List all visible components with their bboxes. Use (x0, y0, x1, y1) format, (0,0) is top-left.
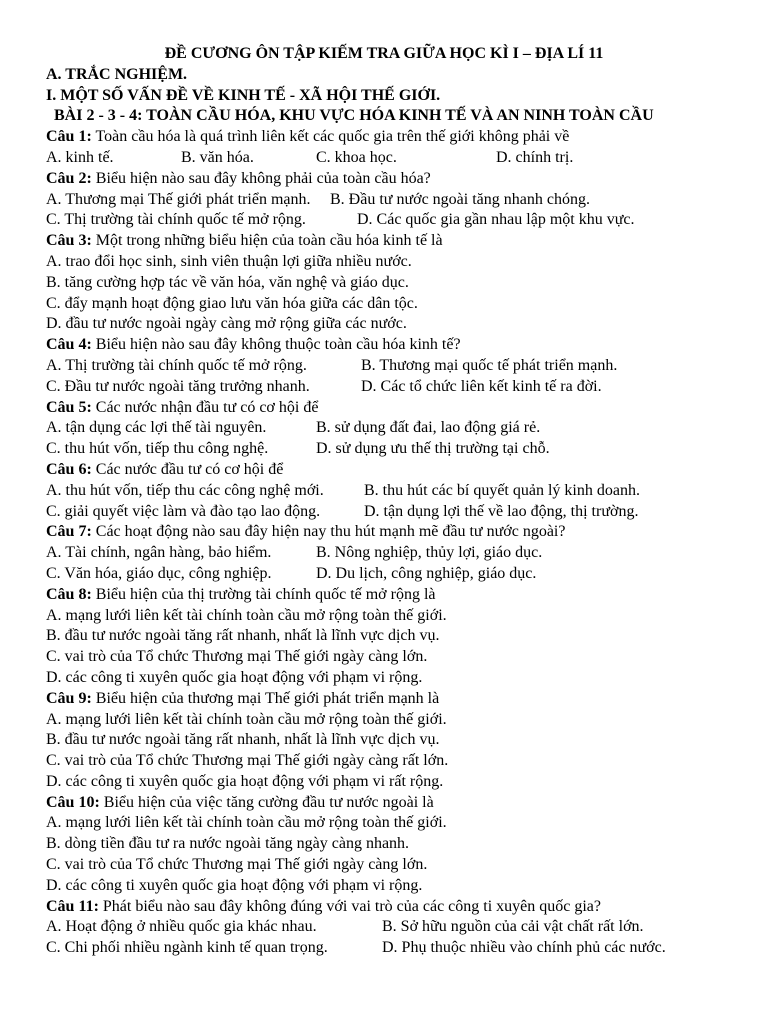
question-number: Câu 5: (46, 398, 92, 416)
answer-option: B. sử dụng đất đai, lao động giá rẻ. (316, 419, 541, 437)
question-text: Phát biểu nào sau đây không đúng với vai trò của các công ti xuyên quốc gia? (98, 897, 602, 915)
answer-option: C. thu hút vốn, tiếp thu công nghệ. (46, 440, 269, 458)
question-number: Câu 1: (46, 128, 92, 146)
answer-option: C. vai trò của Tổ chức Thương mại Thế giới ngày càng lớn. (46, 648, 428, 666)
question-7 (46, 522, 768, 543)
answer-option: D. các công ti xuyên quốc gia hoạt động với phạm vi rất rộng. (46, 772, 444, 790)
question-text: Các nước nhận đầu tư có cơ hội để (91, 398, 319, 416)
question-number: Câu 10: (46, 793, 100, 811)
question-text: Các nước đầu tư có cơ hội để (91, 460, 284, 478)
question-text: Biểu hiện nào sau đây không thuộc toàn cầu hóa kinh tế? (91, 336, 461, 354)
answer-option: D. tận dụng lợi thế về lao động, thị trường. (364, 502, 639, 520)
question-text: Biểu hiện của việc tăng cường đầu tư nước ngoài là (99, 793, 434, 811)
answer-option: B. văn hóa. (181, 148, 254, 166)
answer-option: D. Phụ thuộc nhiều vào chính phủ các nước. (382, 939, 666, 957)
answer-row (46, 148, 768, 169)
question-1 (46, 127, 768, 148)
question-text: Biểu hiện của thị trường tài chính quốc tế mở rộng là (91, 585, 436, 603)
answer-option: A. tận dụng các lợi thế tài nguyên. (46, 419, 267, 437)
answer-option: C. khoa học. (316, 148, 397, 166)
question-number: Câu 6: (46, 460, 92, 478)
answer-option: D. sử dụng ưu thế thị trường tại chỗ. (316, 440, 550, 458)
answer-option: D. chính trị. (496, 148, 574, 166)
answer-row (46, 481, 768, 502)
question-3 (46, 231, 768, 252)
answer-row (46, 502, 768, 523)
question-number: Câu 4: (46, 336, 92, 354)
question-6 (46, 460, 768, 481)
answer-option: C. vai trò của Tổ chức Thương mại Thế giới ngày càng lớn. (46, 856, 428, 874)
answer-row (46, 917, 768, 938)
question-text: Một trong những biểu hiện của toàn cầu hóa kinh tế là (91, 232, 443, 250)
answer-option: B. Thương mại quốc tế phát triển mạnh. (361, 356, 618, 374)
answer-option: C. Văn hóa, giáo dục, công nghiệp. (46, 564, 272, 582)
question-2 (46, 169, 768, 190)
answer-option: C. vai trò của Tổ chức Thương mại Thế giới ngày càng rất lớn. (46, 752, 449, 770)
answer-option: C. Đầu tư nước ngoài tăng trưởng nhanh. (46, 377, 310, 395)
question-number: Câu 3: (46, 232, 92, 250)
question-number: Câu 9: (46, 689, 92, 707)
question-text: Các hoạt động nào sau đây hiện nay thu hút mạnh mẽ đầu tư nước ngoài? (91, 523, 566, 541)
question-4 (46, 335, 768, 356)
answer-row (46, 377, 768, 398)
answer-option: B. Sở hữu nguồn của cải vật chất rất lớn. (382, 918, 644, 936)
answer-option: A. mạng lưới liên kết tài chính toàn cầu mở rộng toàn thế giới. (46, 814, 447, 832)
answer-option: D. đầu tư nước ngoài ngày càng mở rộng giữa các nước. (46, 315, 407, 333)
answer-option: A. Tài chính, ngân hàng, bảo hiểm. (46, 544, 272, 562)
question-9 (46, 689, 768, 710)
answer-option: A. Hoạt động ở nhiều quốc gia khác nhau. (46, 918, 317, 936)
question-text: Biểu hiện của thương mại Thế giới phát triển mạnh là (91, 689, 440, 707)
section-i-heading: I. MỘT SỐ VẤN ĐỀ VỀ KINH TẾ - XÃ HỘI THẾ GIỚI. (46, 86, 441, 104)
answer-row (46, 210, 768, 231)
question-number: Câu 2: (46, 169, 92, 187)
answer-option: A. mạng lưới liên kết tài chính toàn cầu mở rộng toàn thế giới. (46, 710, 447, 728)
answer-option: A. Thị trường tài chính quốc tế mở rộng. (46, 356, 307, 374)
question-number: Câu 7: (46, 523, 92, 541)
answer-option: C. Thị trường tài chính quốc tế mở rộng. (46, 211, 306, 229)
answer-row (46, 564, 768, 585)
document-title: ĐỀ CƯƠNG ÔN TẬP KIẾM TRA GIỮA HỌC KÌ I – ĐỊA LÍ 11 (164, 45, 604, 62)
answer-option: B. Nông nghiệp, thủy lợi, giáo dục. (316, 544, 543, 562)
answer-option: D. các công ti xuyên quốc gia hoạt động với phạm vi rộng. (46, 876, 423, 894)
section-a-heading: A. TRẮC NGHIỆM. (46, 65, 188, 83)
question-5 (46, 398, 768, 419)
question-text: Biểu hiện nào sau đây không phải của toàn cầu hóa? (91, 169, 431, 187)
answer-option: D. các công ti xuyên quốc gia hoạt động với phạm vi rộng. (46, 668, 423, 686)
answer-option: B. dòng tiền đầu tư ra nước ngoài tăng ngày càng nhanh. (46, 835, 410, 853)
answer-option: D. Các quốc gia gần nhau lập một khu vực. (357, 211, 635, 229)
answer-option: A. trao đổi học sinh, sinh viên thuận lợi giữa nhiều nước. (46, 252, 412, 270)
answer-option: A. kinh tế. (46, 148, 114, 166)
answer-option: C. Chi phối nhiều ngành kinh tế quan trọng. (46, 939, 328, 957)
answer-row (46, 543, 768, 564)
answer-row (46, 418, 768, 439)
answer-option: D. Các tổ chức liên kết kinh tế ra đời. (361, 377, 602, 395)
answer-option: B. thu hút các bí quyết quản lý kinh doanh. (364, 481, 640, 499)
answer-option: B. Đầu tư nước ngoài tăng nhanh chóng. (330, 190, 590, 208)
question-number: Câu 8: (46, 585, 92, 603)
answer-option: A. mạng lưới liên kết tài chính toàn cầu mở rộng toàn thế giới. (46, 606, 447, 624)
question-number: Câu 11: (46, 897, 99, 915)
answer-option: A. thu hút vốn, tiếp thu các công nghệ mới. (46, 481, 324, 499)
answer-row (46, 356, 768, 377)
answer-row (46, 439, 768, 460)
answer-option: B. đầu tư nước ngoài tăng rất nhanh, nhất là lĩnh vực dịch vụ. (46, 627, 440, 645)
answer-option: B. tăng cường hợp tác về văn hóa, văn nghệ và giáo dục. (46, 273, 409, 291)
answer-option: C. đẩy mạnh hoạt động giao lưu văn hóa giữa các dân tộc. (46, 294, 418, 312)
answer-row (46, 190, 768, 211)
question-10 (46, 793, 768, 814)
answer-option: A. Thương mại Thế giới phát triển mạnh. (46, 190, 311, 208)
answer-row (46, 938, 768, 959)
answer-option: D. Du lịch, công nghiệp, giáo dục. (316, 564, 537, 582)
answer-option: C. giải quyết việc làm và đào tạo lao động. (46, 502, 321, 520)
question-8 (46, 585, 768, 606)
lesson-heading: BÀI 2 - 3 - 4: TOÀN CẦU HÓA, KHU VỰC HÓA KINH TẾ VÀ AN NINH TOÀN CẦU (54, 107, 654, 125)
answer-option: B. đầu tư nước ngoài tăng rất nhanh, nhất là lĩnh vực dịch vụ. (46, 731, 440, 749)
question-text: Toàn cầu hóa là quá trình liên kết các quốc gia trên thế giới không phải về (91, 128, 570, 146)
question-11 (46, 897, 768, 918)
